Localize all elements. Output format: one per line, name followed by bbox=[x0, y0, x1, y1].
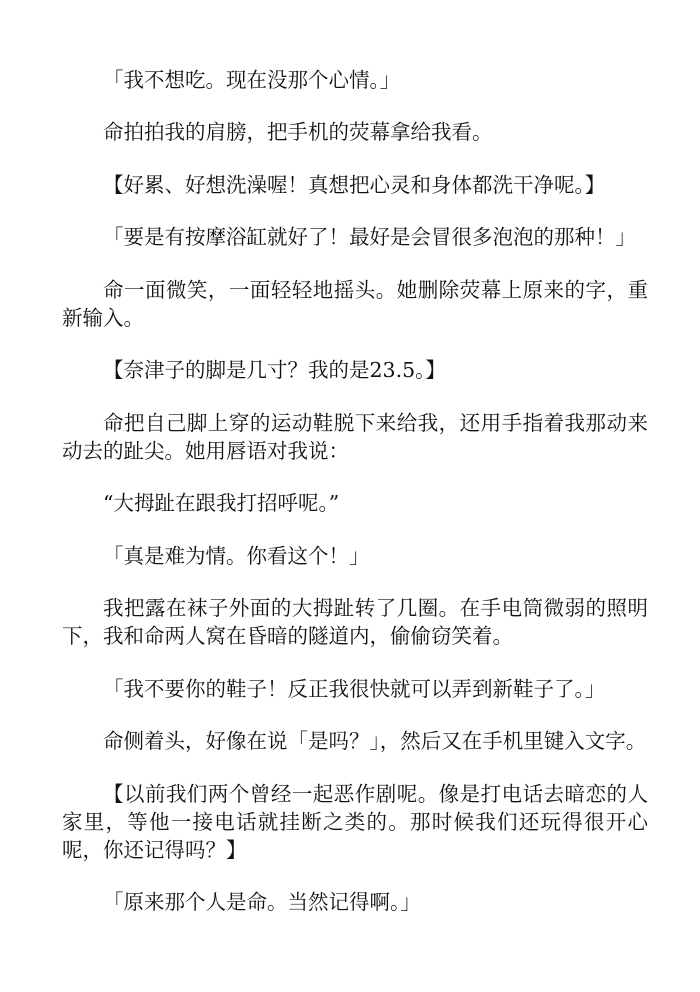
paragraph: 命侧着头，好像在说「是吗？」，然后又在手机里键入文字。 bbox=[103, 729, 647, 753]
paragraph: 命拍拍我的肩膀，把手机的荧幕拿给我看。 bbox=[103, 120, 493, 144]
paragraph: 【好累、好想洗澡喔！真想把心灵和身体都洗干净呢。】 bbox=[103, 172, 606, 197]
paragraph: 命一面微笑，一面轻轻地摇头。她删除荧幕上原来的字，重新输入。 bbox=[62, 277, 648, 330]
paragraph: 【奈津子的脚是几寸？我的是23.5。】 bbox=[103, 358, 446, 382]
paragraph: 「我不想吃。现在没那个心情。」 bbox=[103, 68, 401, 92]
paragraph: 「原来那个人是命。当然记得啊。」 bbox=[103, 890, 421, 914]
paragraph: 「要是有按摩浴缸就好了！最好是会冒很多泡泡的那种！」 bbox=[103, 225, 636, 249]
paragraph: 命把自己脚上穿的运动鞋脱下来给我，还用手指着我那动来动去的趾尖。她用唇语对我说： bbox=[62, 410, 648, 463]
paragraph: 「真是难为情。你看这个！」 bbox=[103, 543, 370, 568]
paragraph: 【以前我们两个曾经一起恶作剧呢。像是打电话去暗恋的人家里，等他一接电话就挂断之类的。那时候我们还玩得很开心呢，你还记得吗？】 bbox=[62, 781, 648, 862]
paragraph: “大拇趾在跟我打招呼呢。” bbox=[103, 491, 340, 515]
paragraph: 我把露在袜子外面的大拇趾转了几圈。在手电筒微弱的照明下，我和命两人窝在昏暗的隧道内，偷偷窃笑着。 bbox=[62, 596, 648, 648]
paragraph: 「我不要你的鞋子！反正我很快就可以弄到新鞋子了。」 bbox=[103, 676, 606, 701]
novel-page bbox=[62, 66, 648, 941]
